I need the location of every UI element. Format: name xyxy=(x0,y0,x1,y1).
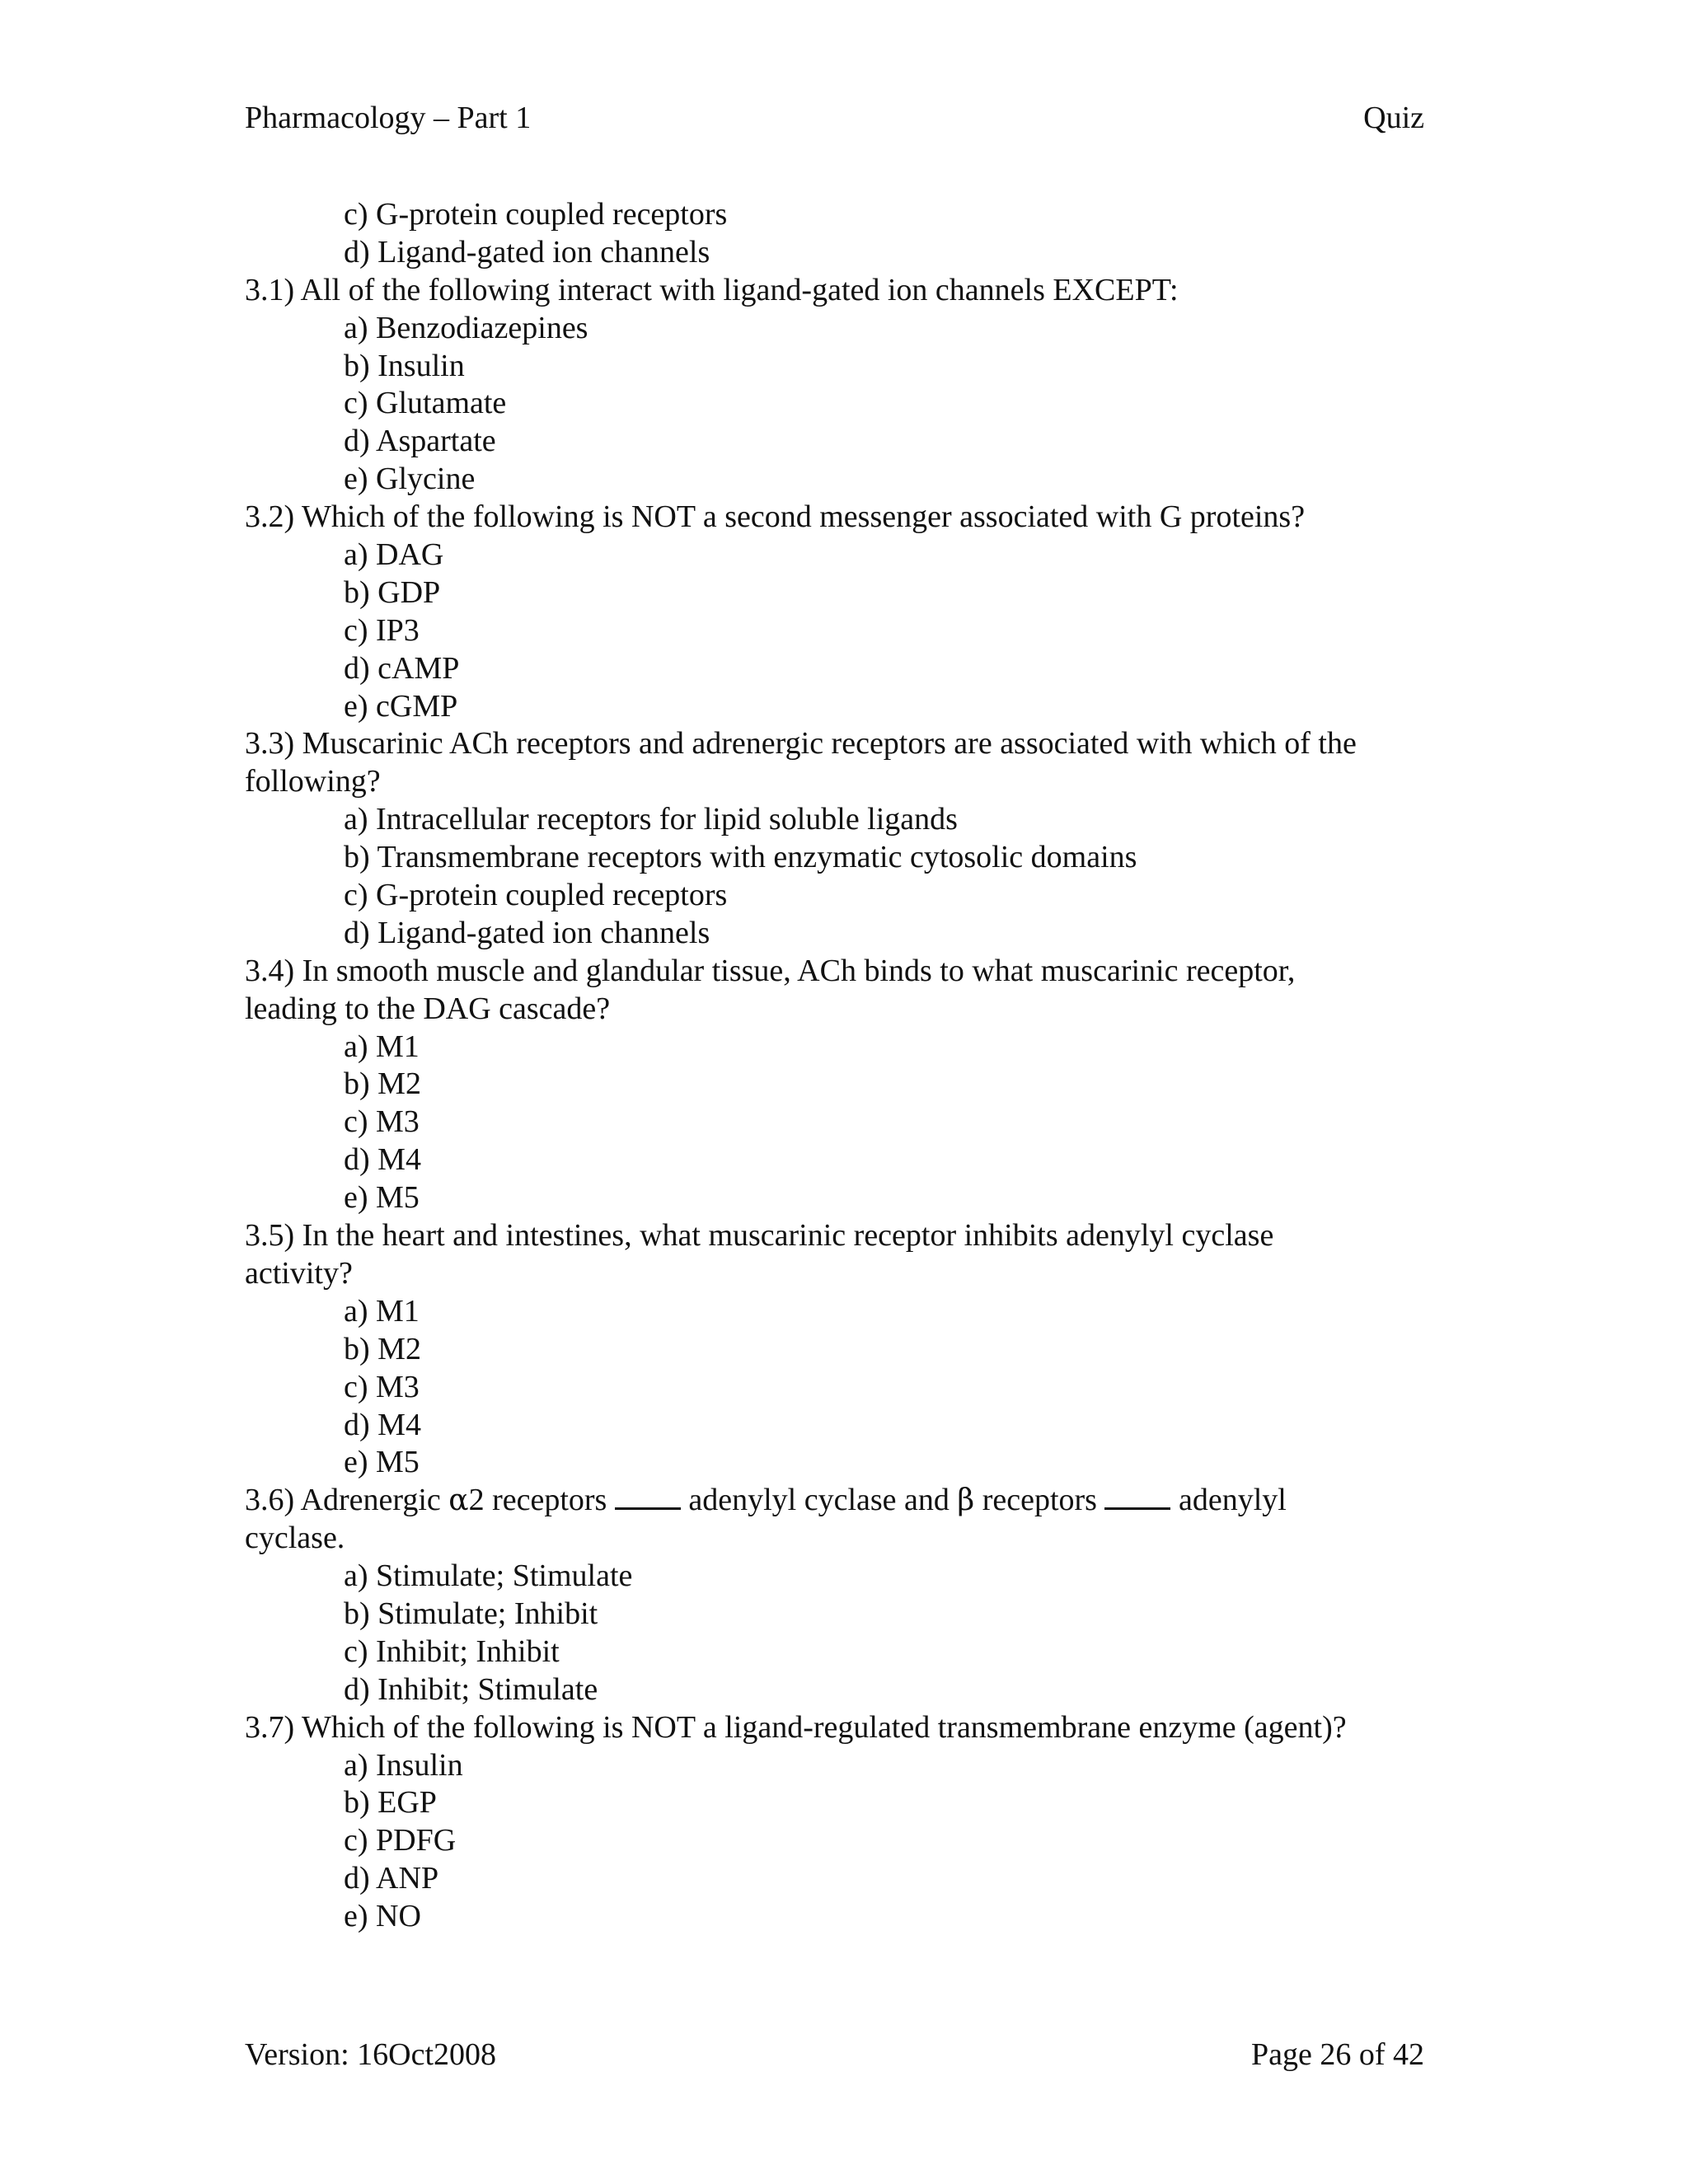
option-item: b) M2 xyxy=(344,1066,421,1102)
question-stem: 3.5) In the heart and intestines, what muscarinic receptor inhibits adenylyl cyclase xyxy=(245,1218,1274,1254)
option-item: b) M2 xyxy=(344,1331,421,1366)
option-item: e) Glycine xyxy=(344,462,476,497)
fill-in-blank xyxy=(1104,1484,1170,1510)
option-item: b) Stimulate; Inhibit xyxy=(344,1596,598,1631)
option-item: d) Ligand-gated ion channels xyxy=(344,234,710,269)
version-label: Version: 16Oct2008 xyxy=(245,2037,497,2072)
question-stem-continued: activity? xyxy=(245,1255,353,1291)
option-item: c) M3 xyxy=(344,1369,420,1404)
question-stem-continued: following? xyxy=(245,764,381,799)
option-item: a) DAG xyxy=(344,537,444,573)
page-footer xyxy=(245,2034,1424,2075)
option-item: a) M1 xyxy=(344,1293,420,1329)
stem-text: adenylyl cyclase and xyxy=(680,1483,958,1518)
option-item: e) M5 xyxy=(344,1445,420,1480)
option-item: a) Insulin xyxy=(344,1747,463,1783)
question-stem xyxy=(245,1482,1432,1520)
option-item: c) M3 xyxy=(344,1104,420,1140)
option-item: d) Aspartate xyxy=(344,424,496,459)
option-item: a) Stimulate; Stimulate xyxy=(344,1558,633,1594)
option-item: b) GDP xyxy=(344,574,441,610)
option-item: c) G-protein coupled receptors xyxy=(344,197,728,232)
fill-in-blank xyxy=(615,1484,681,1510)
option-item: a) M1 xyxy=(344,1029,420,1064)
option-item: c) Glutamate xyxy=(344,386,507,421)
question-stem: 3.7) Which of the following is NOT a ligand-regulated transmembrane enzyme (agent)? xyxy=(245,1709,1347,1745)
option-item: c) G-protein coupled receptors xyxy=(344,878,728,913)
question-stem: 3.3) Muscarinic ACh receptors and adrenergic receptors are associated with which of the xyxy=(245,726,1357,762)
option-item: b) Transmembrane receptors with enzymatic cytosolic domains xyxy=(344,840,1137,875)
page-header xyxy=(245,97,1424,138)
stem-text: 2 receptors xyxy=(468,1483,615,1518)
header-label: Quiz xyxy=(1363,101,1424,135)
question-stem: 3.2) Which of the following is NOT a second messenger associated with G proteins? xyxy=(245,499,1306,535)
question-stem: 3.4) In smooth muscle and glandular tissue, ACh binds to what muscarinic receptor, xyxy=(245,953,1296,988)
option-item: c) Inhibit; Inhibit xyxy=(344,1633,560,1669)
option-item: d) cAMP xyxy=(344,650,460,686)
option-item: e) M5 xyxy=(344,1180,420,1216)
option-item: b) Insulin xyxy=(344,348,465,383)
option-item: c) IP3 xyxy=(344,612,420,648)
alpha-symbol: α xyxy=(448,1483,469,1518)
option-item: a) Intracellular receptors for lipid soluble ligands xyxy=(344,802,958,837)
option-item: c) PDFG xyxy=(344,1823,457,1858)
stem-text: 3.6) Adrenergic xyxy=(245,1483,449,1518)
header-title: Pharmacology – Part 1 xyxy=(245,101,532,135)
option-item: d) ANP xyxy=(344,1861,439,1896)
option-item: e) NO xyxy=(344,1899,421,1934)
question-stem-continued: cyclase. xyxy=(245,1521,345,1556)
beta-symbol: β xyxy=(957,1483,975,1518)
option-item: a) Benzodiazepines xyxy=(344,310,588,345)
quiz-content xyxy=(245,196,1432,1936)
option-item: d) Inhibit; Stimulate xyxy=(344,1671,598,1707)
option-item: d) Ligand-gated ion channels xyxy=(344,915,710,950)
stem-text: adenylyl xyxy=(1170,1483,1287,1518)
question-stem: 3.1) All of the following interact with ligand-gated ion channels EXCEPT: xyxy=(245,272,1179,307)
stem-text: receptors xyxy=(974,1483,1105,1518)
option-item: d) M4 xyxy=(344,1142,421,1178)
page-number: Page 26 of 42 xyxy=(1250,2037,1424,2072)
option-item: e) cGMP xyxy=(344,688,458,724)
option-item: b) EGP xyxy=(344,1785,437,1821)
question-stem-continued: leading to the DAG cascade? xyxy=(245,991,611,1026)
option-item: d) M4 xyxy=(344,1407,421,1442)
